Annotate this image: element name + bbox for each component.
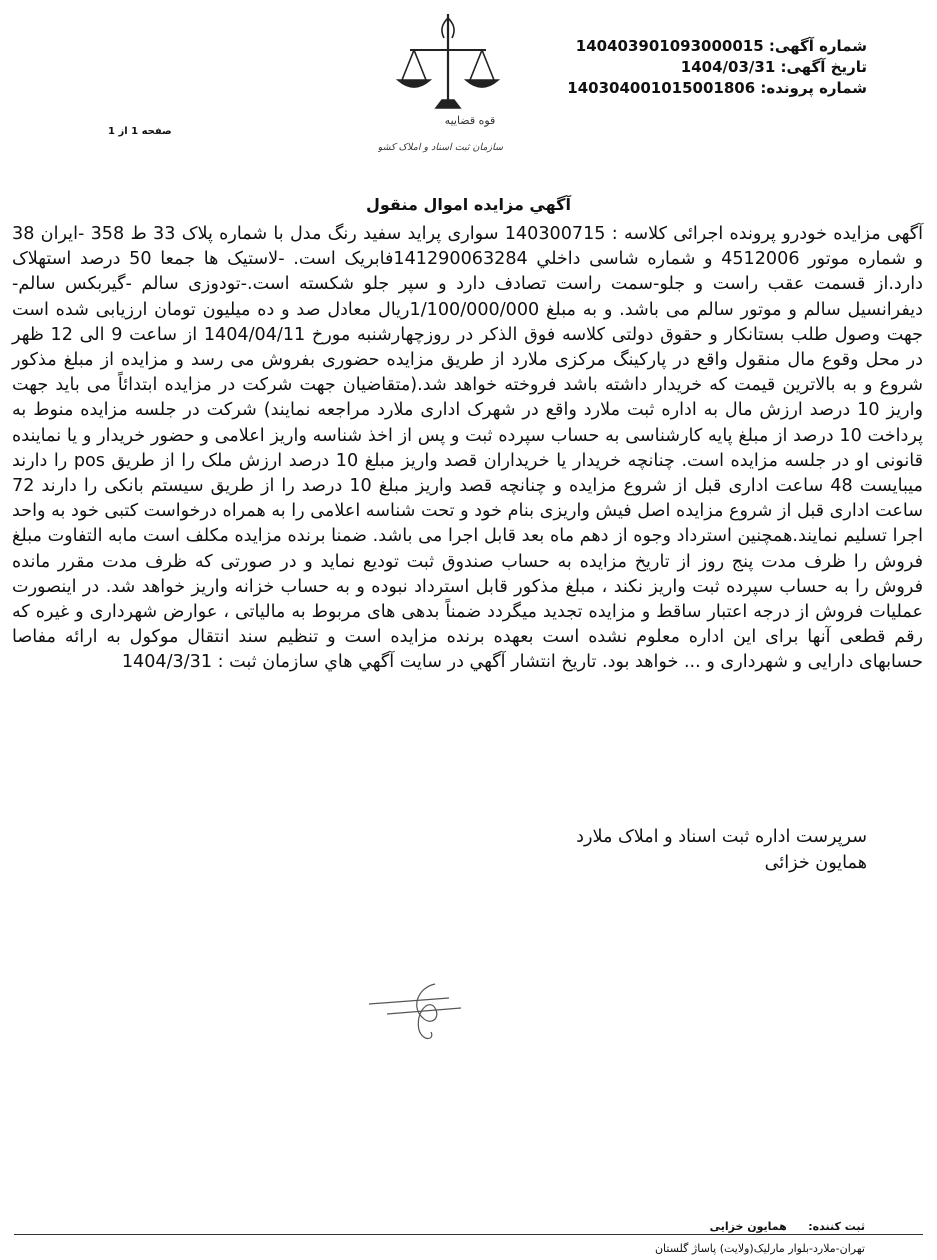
body-paragraph: آگهی مزایده خودرو پرونده اجرائی کلاسه : 140300715 سواری پراید سفید رنگ مدل با شماره پلاک 33 ط 358 -ایران 38 و شماره موتور 4512006 و شماره شاسی داخلي 141290063284فابریک است. -لاستیک ها جمعا 50 درصد استهلاک دارد.از قسمت عقب راست و جلو-سمت راست تصادف دارد و سپر جلو شکسته است.-تودوزی سالم -گیربکس سالم-دیفرانسیل سالم و موتور سالم می باشد. و به مبلغ 1/100/000/000ریال معادل صد و ده میلیون تومان ارزیابی شده است جهت وصول طلب بستانکار و حقوق دولتی کلاسه فوق الذکر در روزچهارشنبه مورخ 1404/04/11 از ساعت 9 الی 12 ظهر در محل وقوع مال منقول واقع در پارکینگ مرکزی ملارد از طریق مزایده حضوری بفروش می رسد و مزایده از مبلغ مذکور شروع و به بالاترین قیمت که خریدار داشته باشد فروخته خواهد شد.(متقاضیان جهت شرکت در مزایده ابتدائاً می باید جهت واریز 10 درصد ارزش مال به اداره ثبت ملارد واقع در شهرک اداری ملارد مراجعه نمایند) شرکت در جلسه مزایده منوط به پرداخت 10 درصد از مبلغ پایه کارشناسی به حساب سپرده ثبت و پس از اخذ شناسه واریز اعلامی و حضور خریدار و یا نماینده قانونی او در جلسه مزایده است. چنانچه خریدار یا خریداران قصد واریز مبلغ 10 درصد ارزش ملک را از طریق pos را دارند میبایست 48 ساعت اداری قبل از شروع مزایده و چنانچه قصد واریز مبلغ 10 درصد را از طریق سیستم بانکی را دارند 72 ساعت اداری قبل از شروع مزایده اصل فیش واریزی بنام خود و تحت شناسه اعلامی را به همراه درخواست کتبی خود به واحد اجرا تسلیم نمایند.همچنین استرداد وجوه از دهم ماه بعد قابل اجرا می باشد. ضمنا برنده مزایده مکلف است مابه التفاوت مبلغ فروش را ظرف مدت پنج روز از تاریخ مزایده به حساب صندوق ثبت توديع نماید و در صورتی که ظرف مدت مقرر مانده فروش را به حساب سپرده ثبت واریز نکند ، مبلغ مذکور قابل استرداد نبوده و به حساب خزانه واریز خواهد شد. در اینصورت عملیات فروش از درجه اعتبار ساقط و مزایده تجدید میگردد ضمناً بدهی های مربوط به مالیاتی ، عوارض شهرداری و غیره که رقم قطعی آنها برای این اداره معلوم نشده است بعهده برنده مزایده است و تنظیم سند انتقال موکول به ارائه مفاصا حسابهای دارایی و شهرداری و ... خواهد بود. تاریخ انتشار آگهي در سایت آگهي هاي سازمان ثبت : 1404/3/31 — [12, 224, 924, 673]
ad-date: 1404/03/31 — [680, 58, 776, 76]
office-address: تهران-ملارد-بلوار مارلیک(ولایت) پاساژ گلستان — [654, 1242, 865, 1255]
scales-icon — [378, 8, 518, 158]
ad-metadata — [507, 36, 867, 99]
handwritten-signature — [365, 978, 475, 1048]
page-indicator: صفحه 1 از 1 — [108, 126, 172, 137]
file-number: 14030400101500180​6 — [567, 79, 756, 97]
emblem-caption-1: قوه قضاییه — [444, 114, 496, 127]
signatory-title: سرپرست اداره ثبت اسناد و املاک ملارد — [576, 827, 867, 847]
file-number-label: شماره پرونده: — [760, 79, 867, 97]
file-number-row — [507, 78, 867, 99]
footer — [655, 1216, 865, 1260]
judiciary-emblem — [378, 8, 518, 158]
ad-date-label: تاریخ آگهی: — [780, 58, 867, 76]
emblem-caption-2: سازمان ثبت اسناد و املاک کشور — [378, 142, 503, 153]
ad-date-row — [507, 57, 867, 78]
ad-number-row — [507, 36, 867, 57]
signatory-block — [576, 824, 867, 876]
signatory-name: همایون خزائی — [764, 853, 867, 873]
document-title: آگهي مزايده اموال منقول — [366, 195, 571, 214]
ad-number-label: شماره آگهی: — [768, 37, 867, 55]
registrar-name: همایون خزایی — [709, 1220, 787, 1233]
footer-divider — [14, 1234, 923, 1235]
registrar-label: ثبت کننده: — [808, 1220, 865, 1233]
ad-number: 14040390109300001​5 — [575, 37, 764, 55]
auction-notice-body — [12, 222, 923, 676]
